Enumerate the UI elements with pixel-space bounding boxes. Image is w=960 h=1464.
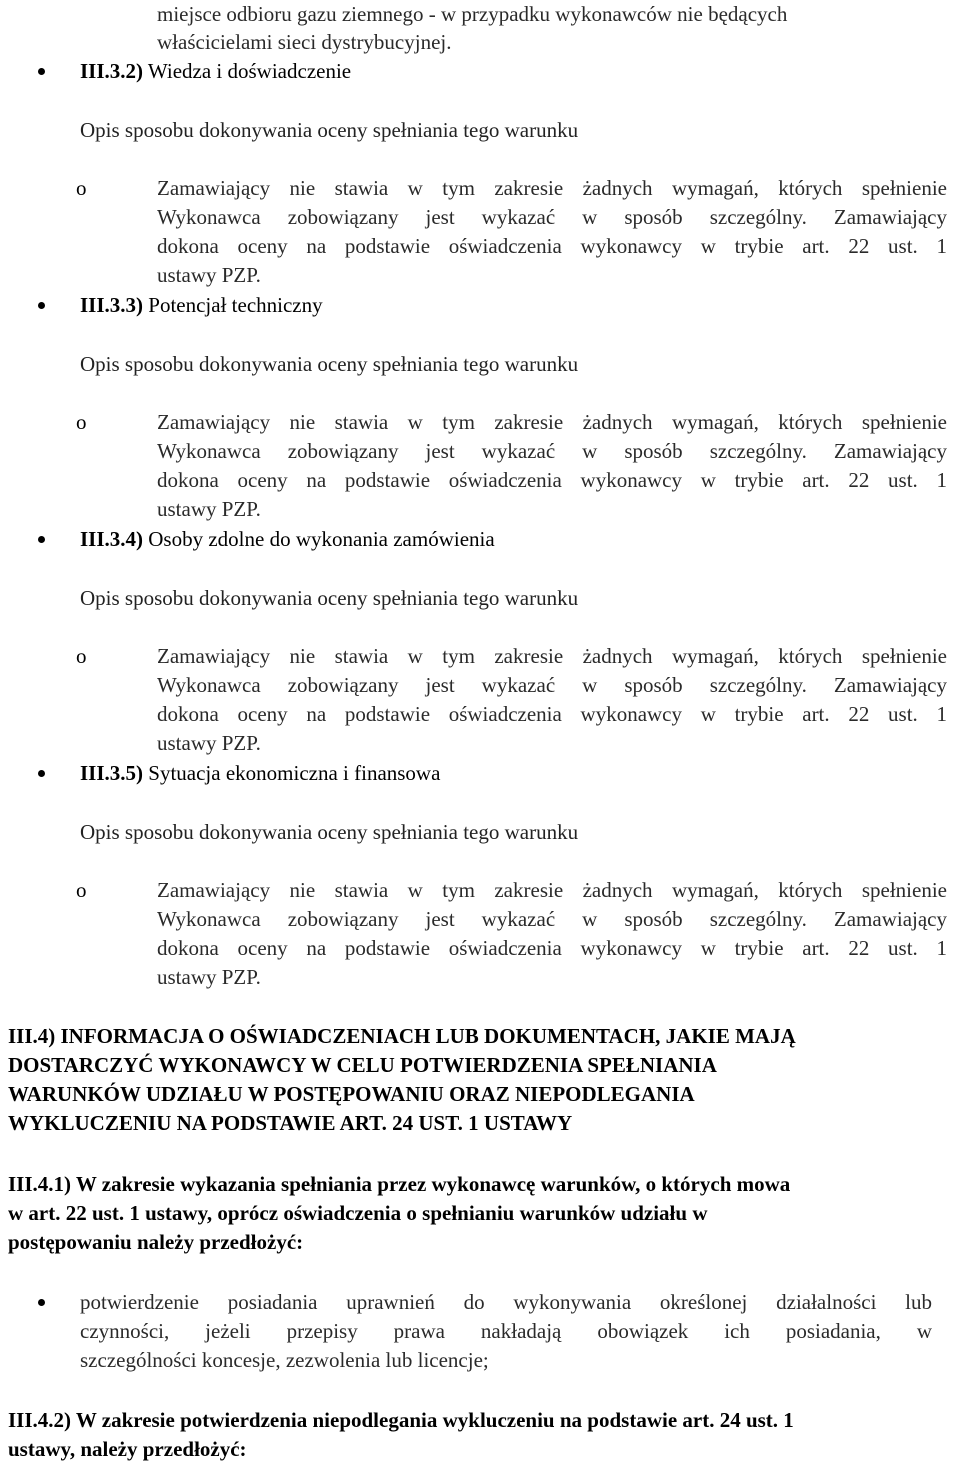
criteria-line: Zamawiający nie stawia w tym zakresie żadnych wymagań, których spełnienie <box>157 878 947 902</box>
item-title-text: Wiedza i doświadczenie <box>147 59 352 83</box>
bullet-icon <box>38 302 45 309</box>
item-title-text: Osoby zdolne do wykonania zamówienia <box>148 527 495 551</box>
criteria-heading: Opis sposobu dokonywania oceny spełniania tego warunku <box>80 586 579 610</box>
item-number: III.3.4) <box>80 527 144 551</box>
subsection-heading-line: postępowaniu należy przedłożyć: <box>8 1230 304 1254</box>
bullet-icon <box>38 1299 45 1306</box>
item-number: III.3.5) <box>80 761 144 785</box>
intro-line-2: właścicielami sieci dystrybucyjnej. <box>157 30 452 54</box>
bullet-icon <box>38 770 45 777</box>
section-heading-line: WARUNKÓW UDZIAŁU W POSTĘPOWANIU ORAZ NIEPODLEGANIA <box>8 1082 695 1106</box>
bullet-icon <box>38 68 45 75</box>
criteria-line: dokona oceny na podstawie oświadczenia wykonawcy w trybie art. 22 ust. 1 <box>157 702 947 726</box>
list-item-line: szczególności koncesje, zezwolenia lub licencje; <box>80 1348 489 1372</box>
criteria-line: Wykonawca zobowiązany jest wykazać w sposób szczególny. Zamawiający <box>157 205 947 229</box>
subsection-heading-line: ustawy, należy przedłożyć: <box>8 1437 247 1461</box>
criteria-line: ustawy PZP. <box>157 731 261 755</box>
item-title-text: Sytuacja ekonomiczna i finansowa <box>148 761 441 785</box>
item-title-text: Potencjał techniczny <box>148 293 323 317</box>
list-item-line: czynności, jeżeli przepisy prawa nakładają obowiązek ich posiadania, w <box>80 1319 932 1343</box>
criteria-line: ustawy PZP. <box>157 497 261 521</box>
item-title <box>80 57 351 86</box>
criteria-heading: Opis sposobu dokonywania oceny spełniania tego warunku <box>80 820 579 844</box>
criteria-line: dokona oceny na podstawie oświadczenia wykonawcy w trybie art. 22 ust. 1 <box>157 468 947 492</box>
item-title <box>80 525 495 554</box>
criteria-line: Wykonawca zobowiązany jest wykazać w sposób szczególny. Zamawiający <box>157 907 947 931</box>
item-number: III.3.2) <box>80 59 144 83</box>
criteria-line: dokona oceny na podstawie oświadczenia wykonawcy w trybie art. 22 ust. 1 <box>157 936 947 960</box>
circle-marker-icon: o <box>76 410 87 434</box>
circle-marker-icon: o <box>76 176 87 200</box>
subsection-heading-line: w art. 22 ust. 1 ustawy, oprócz oświadczenia o spełnianiu warunków udziału w <box>8 1201 708 1225</box>
criteria-heading: Opis sposobu dokonywania oceny spełniania tego warunku <box>80 352 579 376</box>
criteria-line: dokona oceny na podstawie oświadczenia wykonawcy w trybie art. 22 ust. 1 <box>157 234 947 258</box>
item-title <box>80 291 323 320</box>
criteria-line: Zamawiający nie stawia w tym zakresie żadnych wymagań, których spełnienie <box>157 410 947 434</box>
intro-line-1: miejsce odbioru gazu ziemnego - w przypadku wykonawców nie będących <box>157 2 788 26</box>
item-title <box>80 759 440 788</box>
subsection-heading-line: III.4.2) W zakresie potwierdzenia niepodlegania wykluczeniu na podstawie art. 24 ust. 1 <box>8 1408 794 1432</box>
criteria-heading: Opis sposobu dokonywania oceny spełniania tego warunku <box>80 118 579 142</box>
criteria-line: Zamawiający nie stawia w tym zakresie żadnych wymagań, których spełnienie <box>157 176 947 200</box>
criteria-line: ustawy PZP. <box>157 263 261 287</box>
subsection-heading-line: III.4.1) W zakresie wykazania spełniania przez wykonawcę warunków, o których mowa <box>8 1172 791 1196</box>
list-item-line: potwierdzenie posiadania uprawnień do wykonywania określonej działalności lub <box>80 1290 932 1314</box>
section-heading-line: III.4) INFORMACJA O OŚWIADCZENIACH LUB DOKUMENTACH, JAKIE MAJĄ <box>8 1024 796 1048</box>
section-heading-line: WYKLUCZENIU NA PODSTAWIE ART. 24 UST. 1 USTAWY <box>8 1111 573 1135</box>
circle-marker-icon: o <box>76 878 87 902</box>
criteria-line: Wykonawca zobowiązany jest wykazać w sposób szczególny. Zamawiający <box>157 673 947 697</box>
criteria-line: ustawy PZP. <box>157 965 261 989</box>
bullet-icon <box>38 536 45 543</box>
item-number: III.3.3) <box>80 293 144 317</box>
criteria-line: Zamawiający nie stawia w tym zakresie żadnych wymagań, których spełnienie <box>157 644 947 668</box>
section-heading-line: DOSTARCZYĆ WYKONAWCY W CELU POTWIERDZENIA SPEŁNIANIA <box>8 1053 717 1077</box>
circle-marker-icon: o <box>76 644 87 668</box>
criteria-line: Wykonawca zobowiązany jest wykazać w sposób szczególny. Zamawiający <box>157 439 947 463</box>
